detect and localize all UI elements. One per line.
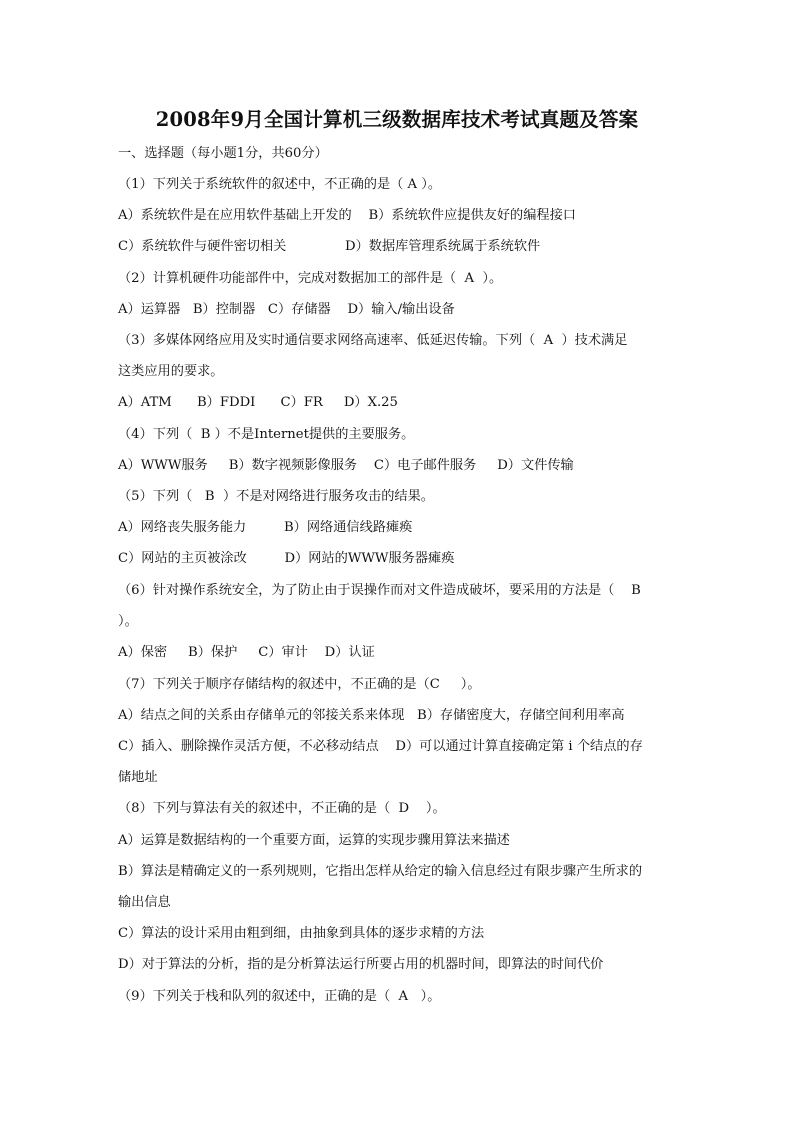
question-1-options-ab: A）系统软件是在应用软件基础上开发的 B）系统软件应提供友好的编程接口 <box>118 208 576 223</box>
question-8-option-b: B）算法是精确定义的一系列规则，它指出怎样从给定的输入信息经过有限步骤产生所求的 <box>118 864 642 879</box>
question-3-options: A）ATM B）FDDI C）FR D）X.25 <box>118 395 398 410</box>
question-7-continued: 储地址 <box>118 770 158 785</box>
question-8-option-d: D）对于算法的分析，指的是分析算法运行所要占用的机器时间，即算法的时间代价 <box>118 957 604 972</box>
question-7-options-cd: C）插入、删除操作灵活方便，不必移动结点 D）可以通过计算直接确定第 i 个结点的存 <box>118 739 643 754</box>
question-7: （7）下列关于顺序存储结构的叙述中，不正确的是（C ）。 <box>118 677 481 692</box>
question-7-options-ab: A）结点之间的关系由存储单元的邻接关系来体现 B）存储密度大，存储空间利用率高 <box>118 708 625 723</box>
question-9: （9）下列关于栈和队列的叙述中，正确的是（ A ）。 <box>118 989 441 1004</box>
question-8-option-a: A）运算是数据结构的一个重要方面，运算的实现步骤用算法来描述 <box>118 833 510 848</box>
question-5-options-cd: C）网站的主页被涂改 D）网站的WWW服务器瘫痪 <box>118 551 455 566</box>
question-2: （2）计算机硬件功能部件中，完成对数据加工的部件是（ A ）。 <box>118 271 503 286</box>
question-4-options: A）WWW服务 B）数字视频影像服务 C）电子邮件服务 D）文件传输 <box>118 458 574 473</box>
question-8: （8）下列与算法有关的叙述中，不正确的是（ D ）。 <box>118 801 446 816</box>
question-8-option-b-continued: 输出信息 <box>118 895 171 910</box>
question-3-continued: 这类应用的要求。 <box>118 364 224 379</box>
question-1-options-cd: C）系统软件与硬件密切相关 D）数据库管理系统属于系统软件 <box>118 239 541 254</box>
question-6: （6）针对操作系统安全，为了防止由于误操作而对文件造成破坏，要采用的方法是（ B <box>118 583 641 598</box>
document-title: 2008年9月全国计算机三级数据库技术考试真题及答案 <box>155 108 639 131</box>
question-6-continued: ）。 <box>118 614 138 629</box>
question-2-options: A）运算器 B）控制器 C）存储器 D）输入/输出设备 <box>118 302 455 317</box>
question-5: （5）下列（ B ）不是对网络进行服务攻击的结果。 <box>118 489 434 504</box>
question-4: （4）下列（ B ）不是Internet提供的主要服务。 <box>118 427 415 442</box>
question-5-options-ab: A）网络丧失服务能力 B）网络通信线路瘫痪 <box>118 520 413 535</box>
question-1: （1）下列关于系统软件的叙述中，不正确的是（ A ）。 <box>118 177 442 192</box>
question-8-option-c: C）算法的设计采用由粗到细，由抽象到具体的逐步求精的方法 <box>118 926 485 941</box>
question-3: （3）多媒体网络应用及实时通信要求网络高速率、低延迟传输。下列（ A ）技术满足 <box>118 333 628 348</box>
section-heading: 一、选择题（每小题1分，共60分） <box>118 146 328 161</box>
question-6-options: A）保密 B）保护 C）审计 D）认证 <box>118 645 375 660</box>
